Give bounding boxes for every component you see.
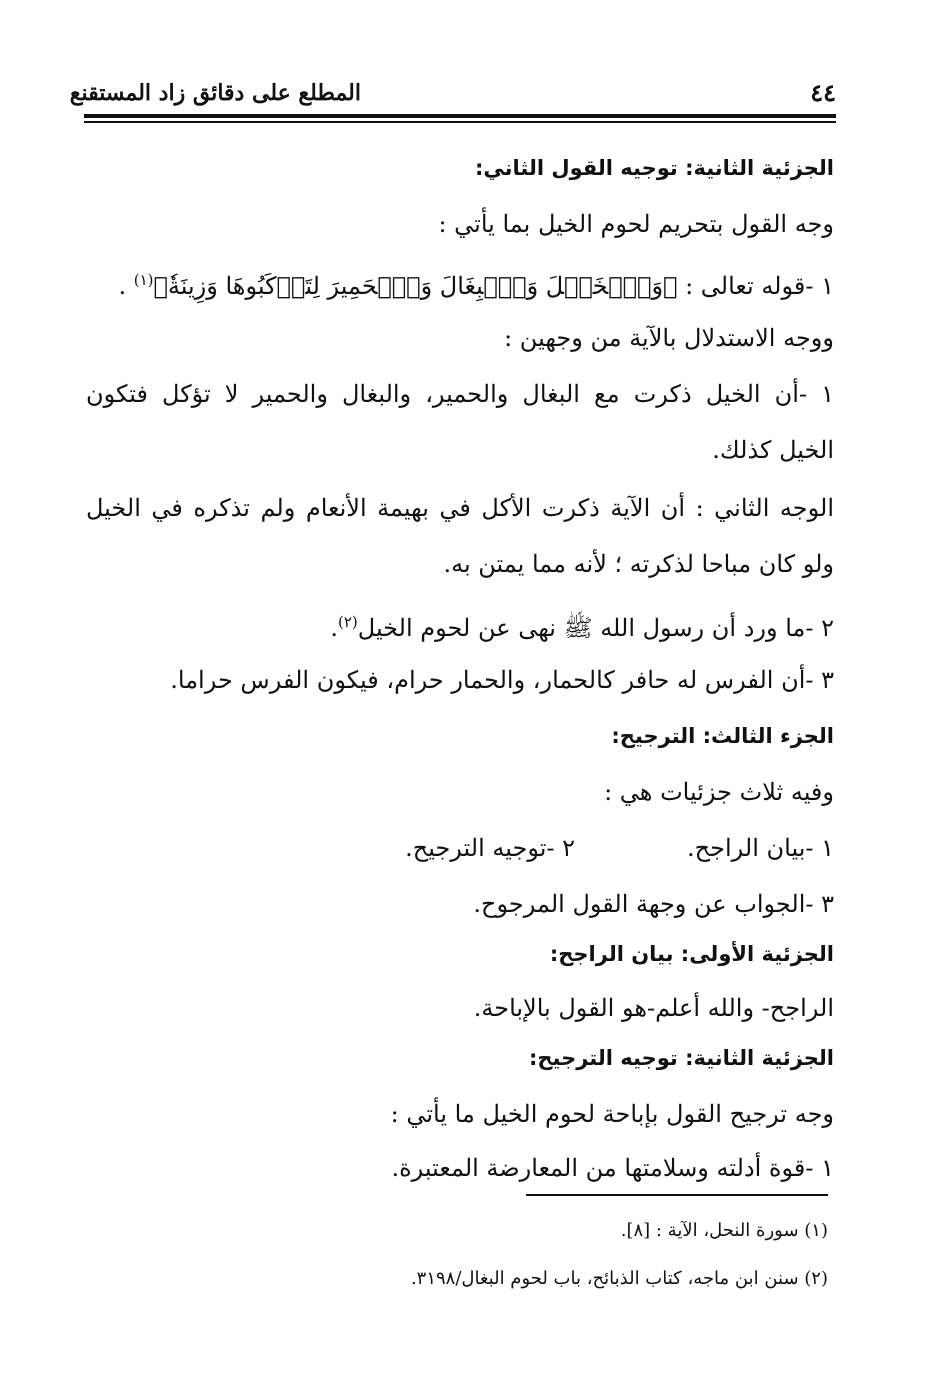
text-line [118, 260, 834, 306]
footnote-marker[interactable]: (١) [133, 271, 154, 289]
line-text: الجزء الثالث: الترجيح: [611, 724, 834, 748]
text-line [604, 772, 834, 812]
line-text: الوجه الثاني : أن الآية ذكرت الأكل في بهيمة الأنعام ولم تذكره في الخيل [86, 494, 834, 522]
section-heading [611, 716, 834, 756]
line-text: وفيه ثلاث جزئيات هي : [604, 778, 834, 806]
text-line [391, 1148, 834, 1188]
text-line [473, 884, 834, 924]
footnote: (١) سورة النحل، الآية : [٨]. [620, 1220, 828, 1241]
line-text: الراجح- والله أعلم-هو القول بالإباحة. [473, 994, 834, 1022]
section-heading [529, 1038, 834, 1078]
line-punctuation: . [118, 272, 134, 300]
section-heading [475, 148, 834, 188]
line-text: ٣ -الجواب عن وجهة القول المرجوح. [473, 890, 834, 918]
text-line [438, 204, 834, 244]
line-text: ولو كان مباحا لذكرته ؛ لأنه مما يمتن به. [443, 550, 834, 578]
text-line [712, 430, 834, 470]
line-text-second-column: ٢ -توجيه الترجيح. [405, 834, 576, 862]
line-text: وجه ترجيح القول بإباحة لحوم الخيل ما يأتي : [390, 1100, 834, 1128]
book-title: المطلع على دقائق زاد المستقنع [69, 80, 361, 106]
text-line [391, 1094, 834, 1134]
text-line [86, 488, 834, 528]
line-text: ١ -قوة أدلته وسلامتها من المعارضة المعتبرة. [391, 1154, 834, 1182]
line-text: ووجه الاستدلال بالآية من وجهين : [504, 324, 834, 352]
line-text: الخيل كذلك. [712, 436, 834, 464]
line-text: الجزئية الثانية: توجيه القول الثاني: [475, 156, 834, 180]
page-number: ٤٤ [810, 78, 836, 107]
text-line [405, 828, 834, 868]
header-rule-thin [84, 121, 836, 123]
text-line [330, 602, 834, 648]
line-text: ٢ -ما ورد أن رسول الله ﷺ نهى عن لحوم الخيل [357, 614, 834, 642]
footnote-marker[interactable]: (٢) [337, 613, 358, 631]
text-line [86, 374, 834, 414]
text-line [474, 988, 834, 1028]
footnote-separator [526, 1194, 828, 1196]
text-line [504, 318, 834, 358]
line-text: ١ -قوله تعالى : ﴿وَٱلۡخَيۡلَ وَٱلۡبِغَالَ وَٱلۡحَمِيرَ لِتَرۡكَبُوهَا وَزِينَةٗ﴾ [153, 272, 834, 300]
line-punctuation: . [330, 614, 338, 642]
text-line [443, 544, 834, 584]
line-text: ٣ -أن الفرس له حافر كالحمار، والحمار حرام، فيكون الفرس حراما. [170, 666, 834, 694]
line-text: الجزئية الأولى: بيان الراجح: [549, 942, 834, 966]
section-heading [550, 934, 834, 974]
header-rule-thick [84, 114, 836, 118]
footnote: (٢) سنن ابن ماجه، كتاب الذبائح، باب لحوم البغال/٣١٩٨. [410, 1268, 828, 1289]
page-header [69, 70, 836, 114]
line-text: ١ -بيان الراجح. [687, 834, 834, 862]
line-text: وجه القول بتحريم لحوم الخيل بما يأتي : [438, 210, 834, 238]
line-text: ١ -أن الخيل ذكرت مع البغال والحمير، والبغال والحمير لا تؤكل فتكون [86, 380, 834, 408]
line-text: الجزئية الثانية: توجيه الترجيح: [529, 1046, 834, 1070]
text-line [170, 660, 834, 700]
